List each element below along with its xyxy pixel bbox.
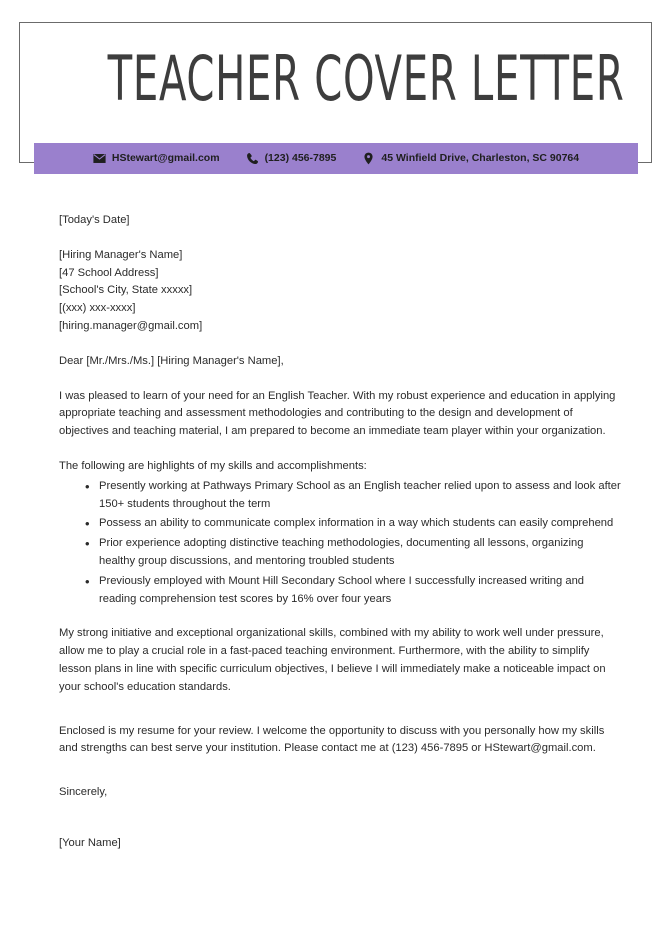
recipient-line: [(xxx) xxx-xxxx] xyxy=(59,302,136,315)
contact-item-address[interactable] xyxy=(362,152,579,165)
contact-phone-label: (123) 456-7895 xyxy=(264,152,337,165)
envelope-icon xyxy=(93,152,106,165)
opening-paragraph: I was pleased to learn of your need for an English Teacher. With my robust experience and education in applying appropriate teaching and assessment methodologies and contributing to the design and development of objectives and teaching material, I am prepared to become an immediate team player within your organization. xyxy=(59,389,616,438)
letter-body xyxy=(59,212,621,853)
contact-email-label: HStewart@gmail.com xyxy=(111,152,220,165)
spacer xyxy=(59,775,621,784)
recipient-line: [hiring.manager@gmail.com] xyxy=(59,319,203,332)
strengths-paragraph: My strong initiative and exceptional organizational skills, combined with my ability to work well under pressure, allow me to play a crucial role in a fast-paced teaching environment. Furthermore, with the ability to simplify lesson plans in line with specific curriculum objectives, I believe I will immediately make a noticeable impact on your school's education standards. xyxy=(59,627,606,693)
signature-block xyxy=(59,784,621,853)
signature-name: [Your Name] xyxy=(59,836,121,849)
map-pin-icon xyxy=(362,152,375,165)
list-item: • Possess an ability to communicate complex information in a way which students can easily comprehend xyxy=(59,515,621,533)
highlights-list xyxy=(59,478,621,609)
closing-paragraph: Enclosed is my resume for your review. I welcome the opportunity to discuss with you personally how my skills and strengths can best serve your institution. Please contact me at (123) 456-7895 or HStewart@gmail.com. xyxy=(59,724,605,755)
contact-address-label: 45 Winfield Drive, Charleston, SC 90764 xyxy=(381,152,580,165)
contact-bar xyxy=(34,143,638,174)
recipient-block xyxy=(59,247,621,336)
list-item: • Presently working at Pathways Primary School as an English teacher relied upon to assess and look after 150+ students throughout the term xyxy=(59,478,621,514)
date-line: [Today's Date] xyxy=(59,214,130,226)
signoff: Sincerely, xyxy=(59,786,108,799)
recipient-line: [Hiring Manager's Name] xyxy=(59,248,183,261)
recipient-line: [School's City, State xxxxx] xyxy=(59,284,193,297)
list-item: • Prior experience adopting distinctive teaching methodologies, documenting all lessons, organizing healthy group discussions, and mentoring troubled students xyxy=(59,535,621,571)
list-item: • Previously employed with Mount Hill Secondary School where I successfully increased writing and reading comprehension test scores by 16% over four years xyxy=(59,573,621,609)
phone-icon xyxy=(246,152,259,165)
spacer xyxy=(59,714,621,723)
recipient-line: [47 School Address] xyxy=(59,266,159,279)
contact-item-phone[interactable] xyxy=(246,152,337,165)
highlights-intro: The following are highlights of my skills and accomplishments: xyxy=(59,459,367,472)
page-title: TEACHER COVER LETTER xyxy=(107,42,625,115)
letterhead xyxy=(0,0,670,190)
salutation: Dear [Mr./Mrs./Ms.] [Hiring Manager's Name], xyxy=(59,354,284,367)
spacer xyxy=(59,819,621,835)
contact-item-email[interactable] xyxy=(93,152,220,165)
